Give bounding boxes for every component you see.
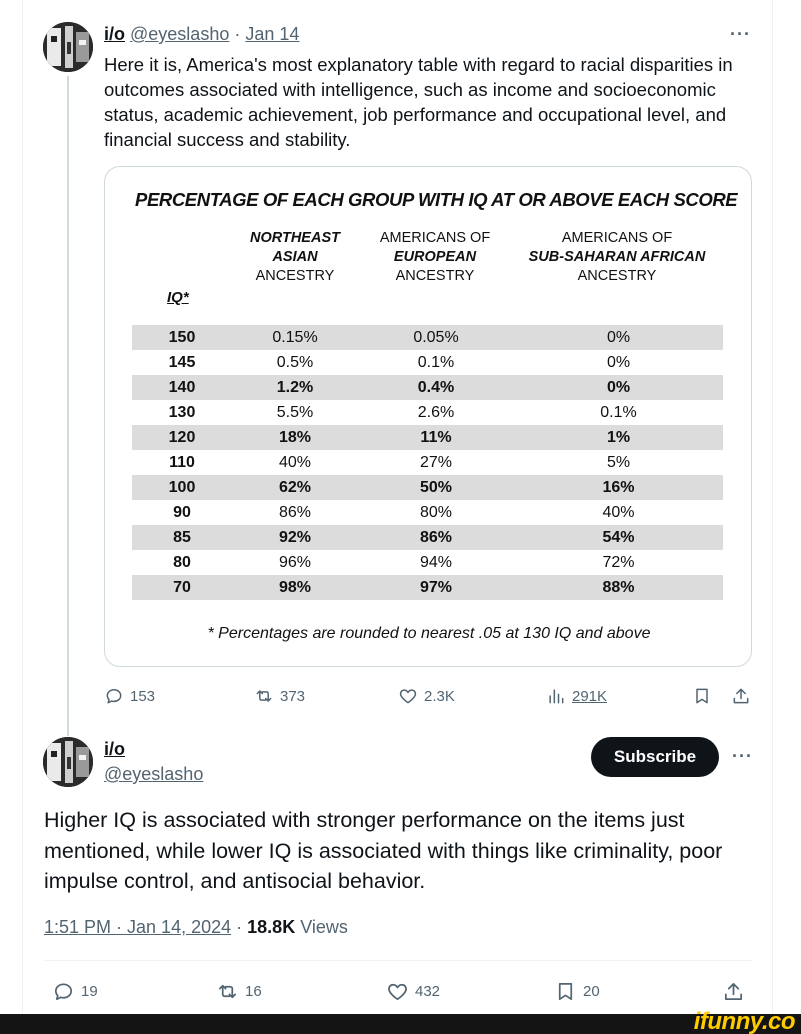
european-cell: 11% bbox=[420, 428, 452, 446]
european-cell: 97% bbox=[419, 578, 453, 596]
african-cell: 40% bbox=[602, 503, 635, 521]
iq-cell: 90 bbox=[173, 503, 191, 521]
more-options-icon[interactable]: ··· bbox=[730, 24, 751, 44]
views-button[interactable] bbox=[546, 686, 607, 706]
european-cell: 0.1% bbox=[417, 353, 455, 371]
tweet-media-table[interactable] bbox=[104, 166, 752, 667]
author-name[interactable]: i/o bbox=[104, 739, 125, 759]
table-row bbox=[132, 375, 723, 400]
european-cell: 0.4% bbox=[417, 378, 455, 396]
asian-cell: 86% bbox=[278, 503, 312, 521]
author-handle[interactable]: @eyeslasho bbox=[130, 24, 230, 44]
bookmark-button[interactable] bbox=[692, 686, 712, 706]
african-cell: 72% bbox=[602, 553, 635, 571]
thread-connector-line bbox=[67, 76, 69, 736]
table-row bbox=[132, 475, 723, 500]
column-header-sub-saharan-african bbox=[517, 229, 717, 286]
table-body bbox=[132, 325, 723, 600]
column-header-line: AMERICANS OF bbox=[379, 230, 491, 246]
tweet1-text: Here it is, America's most explanatory table with regard to racial disparities in outcomes associated with intelligence, such as income and socioeconomic status, academic achievement, job performance and occupational level, and financial success and stability. bbox=[104, 54, 733, 150]
reply-button[interactable] bbox=[52, 980, 98, 1003]
african-cell: 54% bbox=[602, 528, 635, 546]
european-cell: 80% bbox=[419, 503, 453, 521]
column-header-line: ANCESTRY bbox=[255, 268, 335, 284]
like-count: 432 bbox=[415, 983, 441, 1000]
subscribe-button[interactable]: Subscribe bbox=[591, 737, 719, 777]
column-header-line: ANCESTRY bbox=[395, 268, 475, 284]
column-header-line: NORTHEAST bbox=[250, 230, 340, 246]
table-row bbox=[132, 450, 723, 475]
share-icon bbox=[731, 686, 751, 706]
tweet-metadata bbox=[44, 917, 348, 938]
european-cell: 94% bbox=[419, 553, 453, 571]
iq-cell: 140 bbox=[168, 378, 196, 396]
asian-cell: 18% bbox=[278, 428, 312, 446]
heart-icon bbox=[386, 980, 409, 1003]
repost-button[interactable] bbox=[216, 980, 262, 1003]
asian-cell: 62% bbox=[278, 478, 312, 496]
bookmark-icon bbox=[554, 980, 577, 1003]
european-cell: 2.6% bbox=[417, 403, 455, 421]
ifunny-watermark: ifunny.co bbox=[693, 1008, 795, 1034]
avatar[interactable] bbox=[43, 22, 93, 72]
author-handle[interactable]: @eyeslasho bbox=[104, 764, 204, 784]
table-title: PERCENTAGE OF EACH GROUP WITH IQ AT OR ABOVE EACH SCORE bbox=[135, 189, 738, 210]
asian-cell: 0.5% bbox=[276, 353, 314, 371]
reply-count: 153 bbox=[130, 687, 156, 705]
like-count: 2.3K bbox=[424, 687, 455, 705]
asian-cell: 1.2% bbox=[276, 378, 314, 396]
african-cell: 0% bbox=[606, 378, 631, 396]
european-cell: 27% bbox=[419, 453, 453, 471]
table-row bbox=[132, 500, 723, 525]
reply-count: 19 bbox=[81, 983, 98, 1000]
bookmark-count: 20 bbox=[583, 983, 600, 1000]
bookmark-icon bbox=[692, 686, 712, 706]
repost-icon bbox=[216, 980, 239, 1003]
asian-cell: 5.5% bbox=[276, 403, 314, 421]
heart-icon bbox=[398, 686, 418, 706]
iq-column-label: IQ* bbox=[167, 289, 189, 306]
asian-cell: 0.15% bbox=[272, 328, 318, 346]
views-total: 18.8K bbox=[247, 917, 296, 937]
reply-button[interactable] bbox=[104, 686, 155, 706]
column-header-line: EUROPEAN bbox=[393, 249, 477, 265]
like-button[interactable] bbox=[398, 686, 455, 706]
share-icon bbox=[722, 980, 745, 1003]
european-cell: 50% bbox=[419, 478, 453, 496]
column-header-line: ASIAN bbox=[272, 249, 318, 265]
author-name[interactable]: i/o bbox=[104, 24, 125, 44]
iq-cell: 80 bbox=[173, 553, 191, 571]
asian-cell: 40% bbox=[278, 453, 312, 471]
repost-count: 373 bbox=[280, 687, 306, 705]
views-label: Views bbox=[300, 917, 348, 937]
table-row bbox=[132, 325, 723, 350]
african-cell: 0% bbox=[606, 353, 631, 371]
reply-icon bbox=[52, 980, 75, 1003]
table-row bbox=[132, 550, 723, 575]
views-count: 291K bbox=[572, 687, 608, 705]
tweet1-header bbox=[104, 24, 299, 45]
table-row bbox=[132, 425, 723, 450]
african-cell: 0% bbox=[606, 328, 631, 346]
divider bbox=[44, 960, 752, 961]
column-header-line: ANCESTRY bbox=[577, 268, 657, 284]
tweet2-text: Higher IQ is associated with stronger performance on the items just mentioned, while lower IQ is associated with things like criminality, poor impulse control, and antisocial behavior. bbox=[44, 808, 723, 893]
like-button[interactable] bbox=[386, 980, 440, 1003]
european-cell: 86% bbox=[419, 528, 453, 546]
table-row bbox=[132, 575, 723, 600]
iq-cell: 145 bbox=[168, 353, 196, 371]
more-options-icon[interactable]: ··· bbox=[732, 746, 753, 766]
iq-cell: 70 bbox=[173, 578, 191, 596]
share-button[interactable] bbox=[722, 980, 745, 1003]
african-cell: 1% bbox=[606, 428, 631, 446]
meta-separator: · bbox=[236, 917, 243, 937]
reply-icon bbox=[104, 686, 124, 706]
asian-cell: 98% bbox=[278, 578, 312, 596]
table-row bbox=[132, 400, 723, 425]
asian-cell: 96% bbox=[278, 553, 312, 571]
iq-cell: 130 bbox=[168, 403, 196, 421]
iq-cell: 150 bbox=[168, 328, 196, 346]
african-cell: 5% bbox=[606, 453, 631, 471]
european-cell: 0.05% bbox=[413, 328, 459, 346]
avatar[interactable] bbox=[43, 737, 93, 787]
table-row bbox=[132, 350, 723, 375]
tweet-date[interactable]: Jan 14 bbox=[245, 24, 300, 44]
iq-cell: 120 bbox=[168, 428, 196, 446]
repost-icon bbox=[254, 686, 274, 706]
iq-cell: 100 bbox=[168, 478, 196, 496]
bookmark-button[interactable] bbox=[554, 980, 600, 1003]
asian-cell: 92% bbox=[278, 528, 312, 546]
share-button[interactable] bbox=[731, 686, 751, 706]
tweet-timestamp[interactable]: 1:51 PM · Jan 14, 2024 bbox=[44, 917, 232, 937]
african-cell: 88% bbox=[602, 578, 635, 596]
column-header-european bbox=[365, 229, 505, 286]
repost-count: 16 bbox=[245, 983, 262, 1000]
column-header-line: SUB-SAHARAN AFRICAN bbox=[528, 249, 706, 265]
analytics-icon bbox=[546, 686, 566, 706]
column-header-line: AMERICANS OF bbox=[561, 230, 673, 246]
iq-cell: 85 bbox=[173, 528, 191, 546]
repost-button[interactable] bbox=[254, 686, 305, 706]
watermark-bar bbox=[0, 1014, 801, 1034]
iq-cell: 110 bbox=[169, 453, 195, 471]
african-cell: 0.1% bbox=[600, 403, 637, 421]
african-cell: 16% bbox=[602, 478, 635, 496]
header-separator: · bbox=[234, 24, 241, 44]
column-header-northeast-asian bbox=[235, 229, 355, 286]
table-footnote: * Percentages are rounded to nearest .05 at 130 IQ and above bbox=[207, 625, 651, 642]
table-row bbox=[132, 525, 723, 550]
